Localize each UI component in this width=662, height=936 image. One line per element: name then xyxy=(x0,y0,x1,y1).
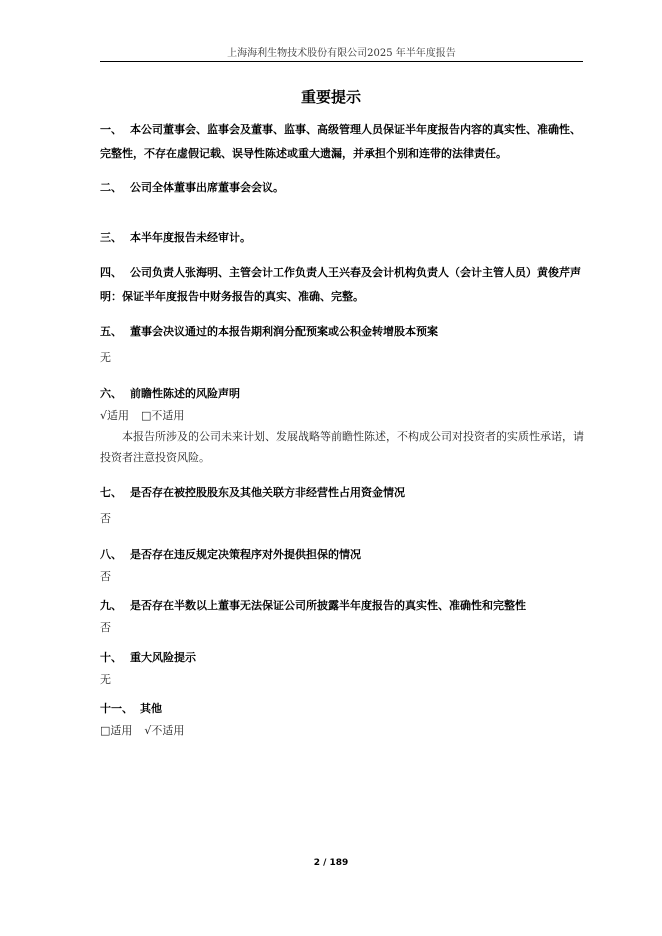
section-4-text: 公司负责人张海明、主管会计工作负责人王兴春及会计机构负责人（会计主管人员）黄俊芹声明：保证半年度报告中财务报告的真实、准确、完整。 xyxy=(100,266,581,303)
section-11-options xyxy=(100,720,587,741)
section-7-text: 是否存在被控股股东及其他关联方非经营性占用资金情况 xyxy=(130,486,405,499)
section-6-heading xyxy=(100,382,587,406)
section-11-heading xyxy=(100,697,587,721)
section-9-number: 九、 xyxy=(100,599,122,612)
section-9-heading xyxy=(100,594,587,618)
section-8-text: 是否存在违反规定决策程序对外提供担保的情况 xyxy=(130,548,361,561)
section-5-answer: 无 xyxy=(100,351,111,364)
section-8-number: 八、 xyxy=(100,548,122,561)
section-10-text: 重大风险提示 xyxy=(130,651,196,664)
section-1-number: 一、 xyxy=(100,123,122,136)
section-6-text: 前瞻性陈述的风险声明 xyxy=(130,387,240,400)
section-5-text: 董事会决议通过的本报告期利润分配预案或公积金转增股本预案 xyxy=(130,325,438,338)
not-applicable-checkbox: □不适用 xyxy=(141,409,185,422)
section-6-body: 本报告所涉及的公司未来计划、发展战略等前瞻性陈述，不构成公司对投资者的实质性承诺，请投资者注意投资风险。 xyxy=(100,430,584,464)
section-2-heading xyxy=(100,176,587,200)
section-2-number: 二、 xyxy=(100,181,122,194)
section-2-text: 公司全体董事出席董事会会议。 xyxy=(130,181,284,194)
section-4-heading xyxy=(100,261,587,309)
section-10-number: 十、 xyxy=(100,651,122,664)
section-9-text: 是否存在半数以上董事无法保证公司所披露半年度报告的真实性、准确性和完整性 xyxy=(130,599,526,612)
section-7-answer: 否 xyxy=(100,512,111,525)
section-5-heading xyxy=(100,320,587,344)
section-10-heading xyxy=(100,646,587,670)
section-11-number: 十一、 xyxy=(100,702,133,715)
section-3-text: 本半年度报告未经审计。 xyxy=(130,231,251,244)
applicable-checkbox: √适用 xyxy=(100,409,130,422)
section-6-number: 六、 xyxy=(100,387,122,400)
page-header: 上海海利生物技术股份有限公司2025 年半年度报告 xyxy=(227,48,456,59)
section-1-heading xyxy=(100,118,587,166)
section-1-text: 本公司董事会、监事会及董事、监事、高级管理人员保证半年度报告内容的真实性、准确性、完整性，不存在虚假记载、误导性陈述或重大遗漏，并承担个别和连带的法律责任。 xyxy=(100,123,581,160)
page-number: 2 / 189 xyxy=(313,858,349,868)
section-7-heading xyxy=(100,481,587,505)
section-4-number: 四、 xyxy=(100,266,122,279)
page-title: 重要提示 xyxy=(300,88,361,106)
section-8-answer: 否 xyxy=(100,570,111,583)
section-7-number: 七、 xyxy=(100,486,122,499)
not-applicable-checkbox: √不适用 xyxy=(144,724,185,737)
section-3-heading xyxy=(100,226,587,250)
header-rule xyxy=(100,61,583,62)
section-6-options xyxy=(100,405,587,426)
section-10-answer: 无 xyxy=(100,673,111,686)
section-5-number: 五、 xyxy=(100,325,122,338)
section-8-heading xyxy=(100,543,587,567)
applicable-checkbox: □适用 xyxy=(100,724,133,737)
section-9-answer: 否 xyxy=(100,621,111,634)
section-11-text: 其他 xyxy=(140,702,162,715)
section-3-number: 三、 xyxy=(100,231,122,244)
